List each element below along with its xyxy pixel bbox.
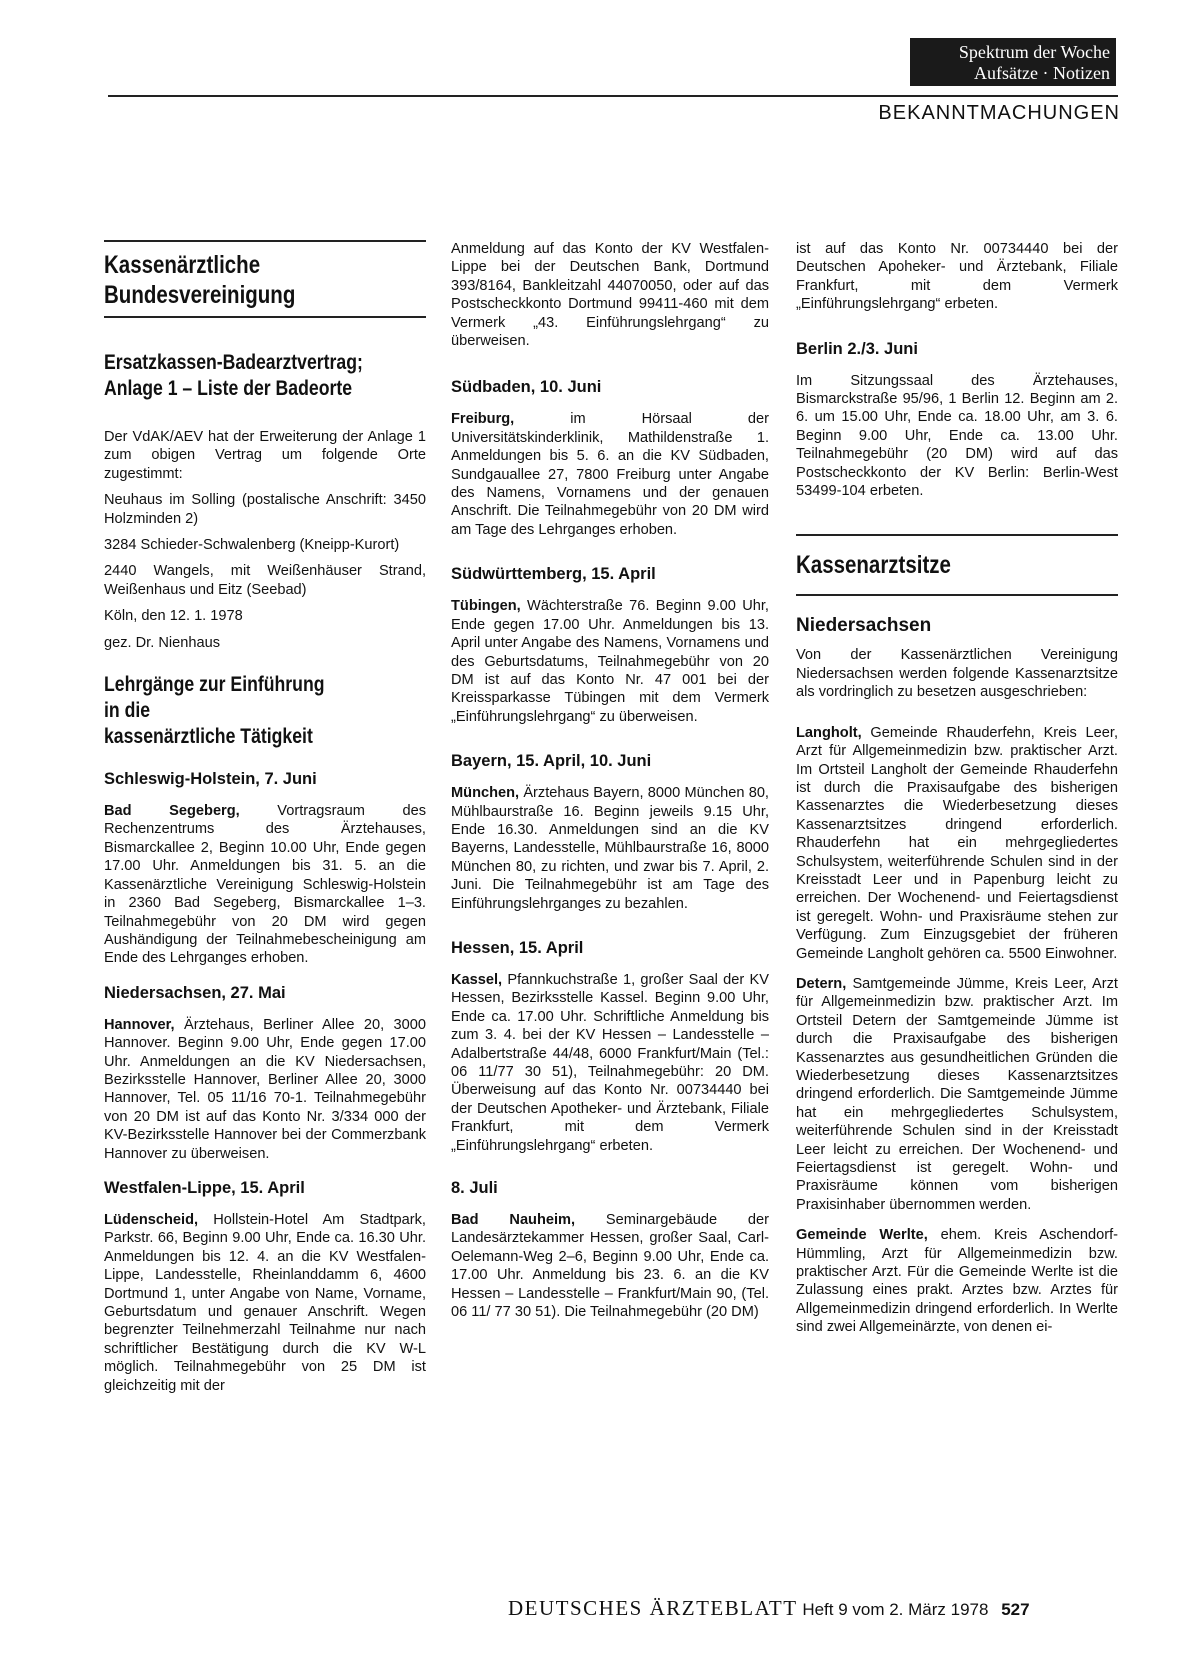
course-entry [451, 971, 769, 1155]
ersatz-paragraph: 2440 Wangels, mit Weißenhäuser Strand, Weißenhaus und Eitz (Seebad) [104, 563, 426, 598]
course-place: München, [451, 785, 520, 802]
course-text: Hollstein-Hotel Am Stadtpark, Parkstr. 66, Beginn 9.00 Uhr, Ende ca. 16.30 Uhr. Anmeldungen bis 12. 4. an die KV Westfalen-Lippe, Landesstelle, Rheinlanddamm 6, 4600 Dortmund 1, unter Angabe von Name, Vorname, Geburtsdatum und genauer Anschrift. Wegen begrenzter Teilnehmerzahl Teilnahme nur nach schriftlicher Bestätigung durch die KV W-L möglich. Teilnahmegebühr von 25 DM ist gleichzeitig mit der [104, 1211, 426, 1394]
column-1 [104, 240, 426, 1395]
region-heading: Westfalen-Lippe, 15. April [104, 1178, 305, 1197]
header-rule [108, 95, 1118, 97]
vacancy-text: ehem. Kreis Aschendorf-Hümmling, Arzt für Allgemeinmedizin bzw. praktischer Arzt. Für die Gemeinde Werlte ist die Zulassung eines prakt. Arztes bzw. Arztes für Allgemeinmedizin dringend erforderlich. In Werlte sind zwei Allgemeinärzte, von denen ei- [796, 1227, 1118, 1336]
course-entry [451, 410, 769, 539]
column-2 [451, 240, 769, 1321]
journal-name: DEUTSCHES ÄRZTEBLATT [508, 1596, 798, 1620]
lehrgaenge-title-line-2: in die [104, 699, 151, 723]
course-text: Ärztehaus, Berliner Allee 20, 3000 Hannover. Beginn 9.00 Uhr, Ende gegen 17.00 Uhr. Anmeldungen an die KV Niedersachsen, Bezirksstelle Hannover, Berliner Allee 20, 3000 Hannover, Tel. 05 11/16 70-1. Teilnahmegebühr von 20 DM ist auf das Konto Nr. 3/334 000 der KV-Bezirksstelle Hannover bei der Commerzbank Hannover zu überweisen. [104, 1016, 426, 1162]
lehrgaenge-title-line-1: Lehrgänge zur Einführung [104, 673, 325, 697]
region-heading: Hessen, 15. April [451, 938, 584, 957]
course-place: Lüdenscheid, [104, 1211, 199, 1228]
region-heading: Südwürttemberg, 15. April [451, 565, 656, 584]
rule [796, 534, 1118, 536]
course-place: Hannover, [104, 1016, 175, 1033]
vacancy-entry [796, 724, 1118, 963]
course-entry [451, 784, 769, 913]
column-3 [796, 240, 1118, 1337]
course-place: Bad Nauheim, [451, 1212, 576, 1229]
ersatz-title [104, 350, 426, 402]
course-entry [104, 1016, 426, 1163]
rule [796, 594, 1118, 596]
vacancy-entry [796, 975, 1118, 1214]
vacancy-entry [796, 1226, 1118, 1336]
rule [104, 316, 426, 318]
rule [104, 240, 426, 242]
course-text: Wächterstraße 76. Beginn 9.00 Uhr, Ende gegen 17.00 Uhr. Anmeldungen bis 13. April unter Angabe des Namens, Vornamens und des Geburtsdatums, Teilnahmegebühr von 20 DM ist auf das Konto Nr. 47 001 bei der Kreissparkasse Tübingen mit dem Vermerk „Einführungslehrgang“ zu überweisen. [451, 598, 769, 725]
region-heading: Berlin 2./3. Juni [796, 339, 918, 358]
ersatz-signature: gez. Dr. Nienhaus [104, 634, 221, 651]
ersatz-paragraph: Der VdAK/AEV hat der Erweiterung der Anlage 1 zum obigen Vertrag um folgende Orte zugestimmt: [104, 429, 426, 482]
course-entry [451, 597, 769, 726]
intro-paragraph: Von der Kassenärztlichen Vereinigung Niedersachsen werden folgende Kassenarztsitze als vordringlich zu besetzen ausgeschrieben: [796, 647, 1118, 701]
course-text: im Hörsaal der Universitätskinderklinik, Mathildenstraße 1. Anmeldungen bis 5. 6. an die KV Südbaden, Sundgauallee 27, 7800 Freiburg unter Angabe des Namens, Vornamens und der genauen Anschrift. Die Teilnahmegebühr von 20 DM wird am Tage des Lehrganges erhoben. [451, 411, 769, 538]
badge-line-1: Spektrum der Woche [958, 42, 1110, 62]
course-text: Ärztehaus Bayern, 8000 München 80, Mühlbaurstraße 16. Beginn jeweils 9.15 Uhr, Ende 16.30. Anmeldungen sind an die KV Bayerns, Landesstelle, Mühlbaurstraße 16, 8000 München 80, zu richten, und zwar bis 7. April, 2. Juni. Die Teilnahmegebühr ist am Tage des Einführungslehrganges zu bezahlen. [451, 785, 769, 912]
ersatz-title-line-2: Anlage 1 – Liste der Badeorte [104, 377, 353, 400]
course-place: Kassel, [451, 971, 503, 988]
section-label: BEKANNTMACHUNGEN [878, 102, 1120, 124]
lehrgaenge-title-line-3: kassenärztliche Tätigkeit [104, 725, 313, 749]
course-entry [451, 1211, 769, 1321]
course-place: Freiburg, [451, 411, 515, 428]
page-number: 527 [1001, 1600, 1030, 1619]
course-continuation: ist auf das Konto Nr. 00734440 bei der Deutschen Apoheker- und Ärztebank, Filiale Frankfurt, mit dem Vermerk „Einführungslehrgang“ erbeten. [796, 241, 1118, 313]
region-heading: Bayern, 15. April, 10. Juni [451, 752, 652, 771]
ersatz-title-line-1: Ersatzkassen-Badearztvertrag; [104, 351, 363, 374]
region-heading: Schleswig-Holstein, 7. Juni [104, 770, 317, 789]
region-heading: 8. Juli [451, 1179, 498, 1198]
section-badge [910, 38, 1116, 86]
ersatz-paragraph: 3284 Schieder-Schwalenberg (Kneipp-Kurort) [104, 537, 400, 554]
page-footer [508, 1596, 1030, 1621]
kbv-title [104, 250, 426, 310]
lehrgaenge-title [104, 672, 426, 750]
vacancy-place: Detern, [796, 975, 847, 992]
region-heading: Niedersachsen, 27. Mai [104, 983, 286, 1002]
course-place: Tübingen, [451, 598, 521, 615]
kassenarztsitze-title: Kassenarztsitze [796, 551, 951, 580]
ersatz-paragraph: Neuhaus im Solling (postalische Anschrift: 3450 Holzminden 2) [104, 492, 426, 527]
course-continuation: Anmeldung auf das Konto der KV Westfalen-Lippe bei der Deutschen Bank, Dortmund 393/8164, Bankleitzahl 44070050, oder auf das Postscheckkonto Dortmund 99411-460 mit dem Vermerk „43. Einführungslehrgang“ zu überweisen. [451, 241, 769, 350]
course-entry [104, 802, 426, 968]
badge-line-2: Aufsätze · Notizen [974, 63, 1110, 83]
vacancy-text: Gemeinde Rhauderfehn, Kreis Leer, Arzt für Allgemeinmedizin bzw. praktischer Arzt. Im Ortsteil Langholt der Gemeinde Rhauderfehn ist durch die Praxisaufgabe des bisherigen Kassenarztes die Wiederbesetzung dieses Kassenarztsitzes dringend erforderlich. Rhauderfehn hat ein mehrgegliedertes Schulsystem, weiterführende Schulen sind in der Kreisstadt Leer und in Papenburg leicht zu erreichen. Der Wochenend- und Feiertagsdienst ist geregelt. Wohn- und Praxisräume stehen zur Verfügung. Zum Einzugsgebiet der früheren Gemeinde Langholt gehören ca. 5500 Einwohner. [796, 724, 1118, 962]
kbv-title-line-1: Kassenärztliche [104, 251, 261, 279]
vacancy-place: Gemeinde Werlte, [796, 1227, 928, 1244]
ersatz-date: Köln, den 12. 1. 1978 [104, 608, 243, 625]
course-entry: Im Sitzungssaal des Ärztehauses, Bismarckstraße 95/96, 1 Berlin 12. Beginn am 2. 6. um 15.00 Uhr, Ende ca. 18.00 Uhr, am 3. 6. Beginn 9.00 Uhr, Ende ca. 13.00 Uhr. Teilnahmegebühr (20 DM) wird auf das Postscheckkonto der KV Berlin: Berlin-West 53499-104 erbeten. [796, 372, 1118, 500]
vacancy-place: Langholt, [796, 724, 862, 741]
course-text: Seminargebäude der Landesärztekammer Hessen, großer Saal, Carl-Oelemann-Weg 2–6, Beginn 9.00 Uhr, Ende ca. 17.00 Uhr. Anmeldung bis 23. 6. an die KV Hessen – Landesstelle – Frankfurt/Main 90, (Tel. 06 11/ 77 30 51). Die Teilnahmegebühr (20 DM) [451, 1212, 770, 1321]
issue-info: Heft 9 vom 2. März 1978 [802, 1600, 989, 1619]
course-text: Vortragsraum des Rechenzentrums des Ärztehauses, Bismarckallee 2, Beginn 10.00 Uhr, Ende gegen 17.00 Uhr. Anmeldungen bis 31. 5. an die Kassenärztliche Vereinigung Schleswig-Holstein in 2360 Bad Segeberg, Bismarckallee 1–3. Teilnahmegebühr von 20 DM wird gegen Aushändigung der Teilnahmebescheinigung am Ende des Lehrganges erhoben. [104, 803, 426, 967]
region-heading: Südbaden, 10. Juni [451, 378, 602, 397]
vacancy-text: Samtgemeinde Jümme, Kreis Leer, Arzt für Allgemeinmedizin bzw. praktischer Arzt. Im Ortsteil Detern der Samtgemeinde Jümme ist durch die Praxisaufgabe des bisherigen Kassenarztes aus gesundheitlichen Gründen die Wiederbesetzung dieses Kassenarztsitzes dringend erforderlich. Die Samtgemeinde Jümme hat ein mehrgegliedertes Schulsystem, weiterführende Schulen sind in der Kreisstadt Leer leicht zu erreichen. Der Wochenend- und Feiertagsdienst ist geregelt. Wohn- und Praxisräume können vom bisherigen Praxisinhaber übernommen werden. [796, 975, 1118, 1213]
kbv-title-line-2: Bundesvereinigung [104, 281, 296, 309]
course-text: Pfannkuchstraße 1, großer Saal der KV Hessen, Bezirksstelle Kassel. Beginn 9.00 Uhr, Ende ca. 17.00 Uhr. Schriftliche Anmeldung bis zum 3. 4. bei der KV Hessen – Landesstelle – Adalbertstraße 44/48, 6000 Frankfurt/Main (Tel.: 06 11/77 30 51), Teilnahmegebühr: 20 DM. Überweisung auf das Konto Nr. 00734440 bei der Deutschen Apotheker- und Ärztebank, Filiale Frankfurt, mit dem Vermerk „Einführungslehrgang“ erbeten. [451, 971, 769, 1154]
region-heading: Niedersachsen [796, 615, 932, 637]
course-place: Bad Segeberg, [104, 803, 240, 820]
course-entry [104, 1211, 426, 1395]
